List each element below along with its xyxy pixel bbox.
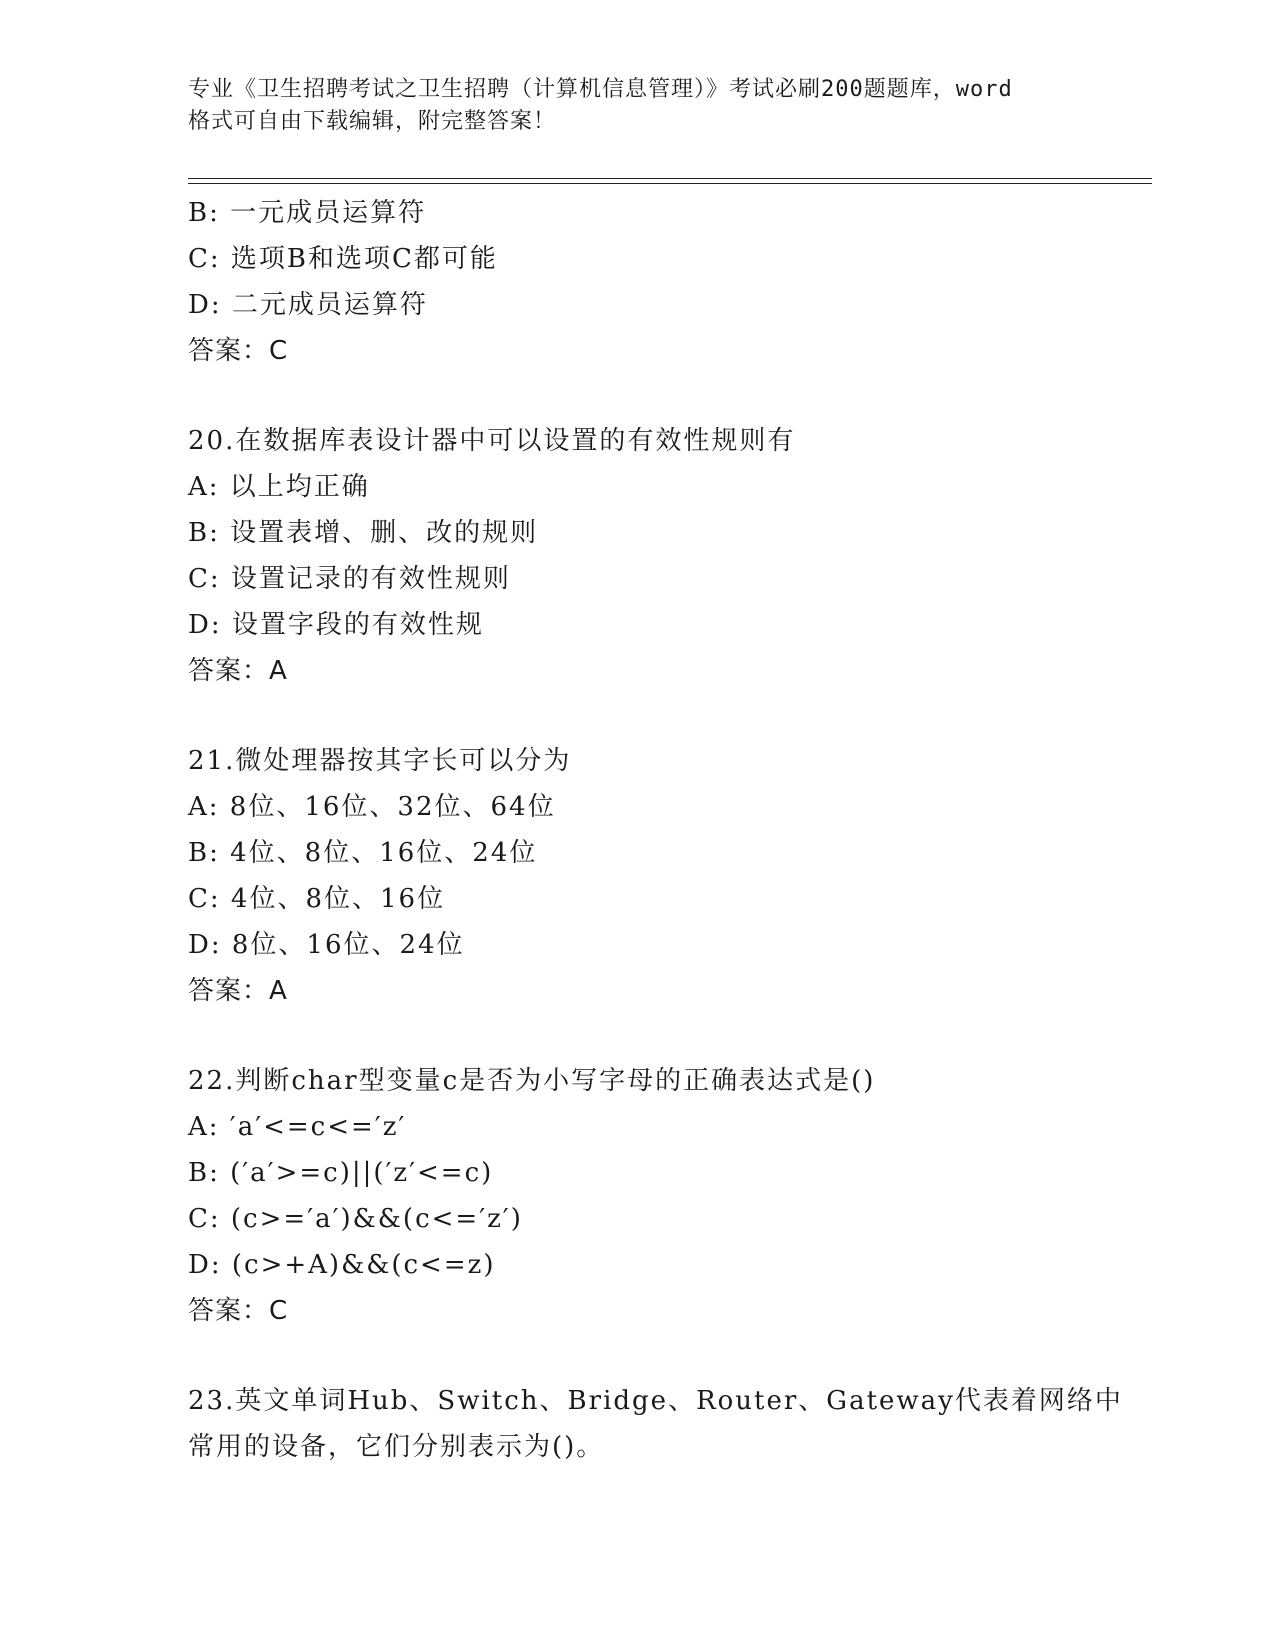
question-text: 21.微处理器按其字长可以分为 (188, 746, 572, 776)
option-d: D: 8位、16位、24位 (188, 930, 465, 960)
option-a: A: 以上均正确 (188, 472, 370, 502)
option-b: B: 一元成员运算符 (188, 198, 427, 228)
option-a: A: ′a′<=c<=′z′ (188, 1112, 407, 1142)
option-c: C: 设置记录的有效性规则 (188, 564, 511, 594)
option-c: C: 4位、8位、16位 (188, 884, 446, 914)
option-c: C: (c>=′a′)&&(c<=′z′) (188, 1204, 523, 1234)
answer: 答案：C (188, 336, 289, 366)
option-d: D: 二元成员运算符 (188, 290, 428, 320)
option-d: D: (c>+A)&&(c<=z) (188, 1250, 496, 1280)
option-b: B: 设置表增、删、改的规则 (188, 518, 539, 548)
question-block-21 (188, 738, 1088, 1014)
header-double-rule (188, 178, 1152, 184)
question-text: 20.在数据库表设计器中可以设置的有效性规则有 (188, 426, 796, 456)
question-block-22 (188, 1058, 1088, 1334)
question-text-line-1: 23.英文单词Hub、Switch、Bridge、Router、Gateway代表着网络中 (188, 1386, 1123, 1416)
option-b: B: 4位、8位、16位、24位 (188, 838, 538, 868)
option-a: A: 8位、16位、32位、64位 (188, 792, 556, 822)
option-b: B: (′a′>=c)||(′z′<=c) (188, 1158, 494, 1188)
answer: 答案：A (188, 656, 288, 686)
question-text: 22.判断char型变量c是否为小写字母的正确表达式是() (188, 1066, 876, 1096)
header-line-2: 格式可自由下载编辑，附完整答案！ (188, 109, 557, 134)
question-block-20 (188, 418, 1088, 694)
question-block-19 (188, 190, 1088, 374)
question-block-23 (188, 1378, 1123, 1470)
question-list (188, 190, 1123, 1470)
document-header (188, 74, 1088, 138)
question-text-line-2: 常用的设备，它们分别表示为()。 (188, 1432, 605, 1462)
option-c: C: 选项B和选项C都可能 (188, 244, 498, 274)
answer: 答案：C (188, 1296, 289, 1326)
answer: 答案：A (188, 976, 288, 1006)
option-d: D: 设置字段的有效性规 (188, 610, 484, 640)
header-line-1: 专业《卫生招聘考试之卫生招聘（计算机信息管理）》考试必刷200题题库，word (188, 77, 1013, 102)
